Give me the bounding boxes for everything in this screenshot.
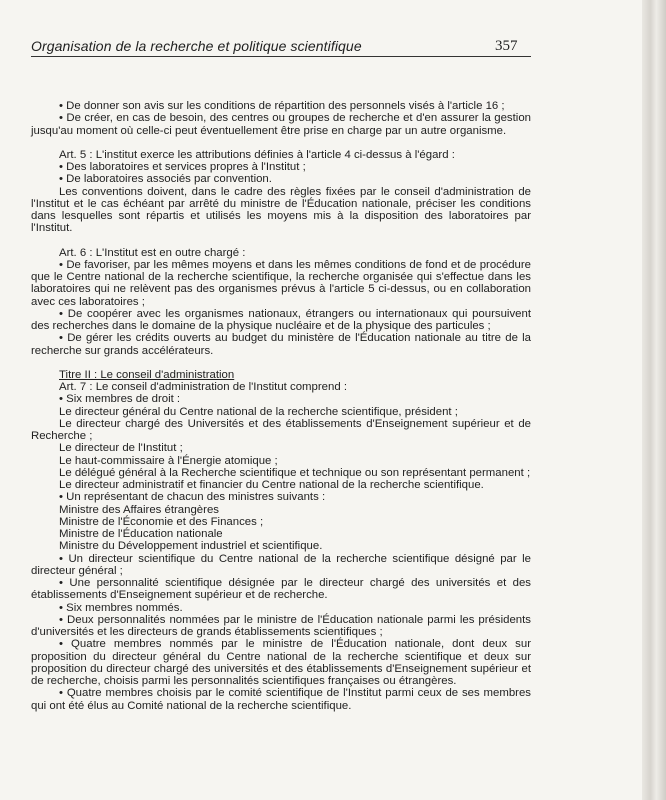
- paragraph: Art. 5 : L'institut exerce les attributions définies à l'article 4 ci-dessus à l'égard :: [59, 148, 455, 161]
- paragraph: • De gérer les crédits ouverts au budget du ministère de l'Éducation nationale au titre de la recherche sur grands accélérateurs.: [31, 332, 531, 357]
- paragraph-gap: [31, 235, 531, 247]
- page-edge: [642, 0, 666, 800]
- page-header: [31, 38, 531, 57]
- paragraph: • De donner son avis sur les conditions de répartition des personnels visés à l'article 16 ;: [59, 100, 505, 112]
- paragraph: • De favoriser, par les mêmes moyens et dans les mêmes conditions de fond et de procédure que le Centre national de la recherche scientifique, la recherche organisée qui s'effectue dans les laboratoires qui ne relèvent pas des organismes prévus à l'article 5 ci-dessus, ou en collaboration avec ces laboratoires ;: [31, 258, 531, 308]
- paragraph: Ministre du Développement industriel et scientifique.: [59, 540, 323, 553]
- paragraph: • Six membres de droit :: [59, 393, 181, 406]
- paragraph: Ministre de l'Éducation nationale: [59, 528, 223, 540]
- paragraph: Le directeur chargé des Universités et des établissements d'Enseignement supérieur et de Recherche ;: [31, 417, 531, 442]
- paragraph: Art. 6 : L'Institut est en outre chargé :: [59, 246, 246, 259]
- paragraph: • Six membres nommés.: [59, 601, 183, 614]
- paragraph: • Quatre membres choisis par le comité scientifique de l'Institut parmi ceux de ses membres qui ont été élus au Comité national de la recherche scientifique.: [31, 687, 531, 712]
- paragraph: • De créer, en cas de besoin, des centres ou groupes de recherche et d'en assurer la gestion jusqu'au moment où celle-ci peut éventuellement être prise en charge par un autre organisme.: [31, 112, 531, 137]
- paragraph: • Un représentant de chacun des ministres suivants :: [59, 491, 326, 504]
- paragraph: • Quatre membres nommés par le ministre de l'Éducation nationale, dont deux sur proposition du directeur général du Centre national de la recherche scientifique et deux sur proposition du directeur chargé des universités et des établissements d'Enseignement supérieur et de recherche, choisis parmi les personnalités scientifiques françaises ou étrangères.: [31, 638, 531, 687]
- paragraph: Le délégué général à la Recherche scientifique et technique ou son représentant permanent ;: [59, 466, 531, 479]
- paragraph: Art. 7 : Le conseil d'administration de l'Institut comprend :: [59, 381, 347, 393]
- body-text: [31, 100, 531, 712]
- paragraph: Ministre des Affaires étrangères: [59, 503, 219, 516]
- paragraph: Le directeur administratif et financier du Centre national de la recherche scientifique.: [59, 479, 484, 491]
- paragraph: • Un directeur scientifique du Centre national de la recherche scientifique désigné par le directeur général ;: [31, 552, 531, 577]
- paragraph: Le directeur général du Centre national de la recherche scientifique, président ;: [59, 405, 458, 418]
- paragraph: • Une personnalité scientifique désignée par le directeur chargé des universités et des établissements d'Enseignement supérieur et de recherche.: [31, 577, 531, 602]
- paragraph-gap: [31, 137, 531, 149]
- section-title-text: Titre II : Le conseil d'administration: [59, 368, 235, 381]
- paragraph: • De laboratoires associés par convention.: [59, 173, 272, 186]
- paragraph: Le haut-commissaire à l'Énergie atomique ;: [59, 454, 278, 467]
- paragraph: Les conventions doivent, dans le cadre des règles fixées par le conseil d'administration de l'Institut et le cas échéant par arrêté du ministre de l'Éducation nationale, préciser les conditions dans lesquelles sont répartis et utilisés les moyens mis à la disposition des laboratoires par l'Institut.: [31, 185, 531, 235]
- paragraph-gap: [31, 357, 531, 369]
- paragraph: Ministre de l'Économie et des Finances ;: [59, 515, 264, 528]
- paragraph: • Deux personnalités nommées par le ministre de l'Éducation nationale parmi les présidents d'universités et les directeurs de grands établissements scientifiques ;: [31, 613, 531, 638]
- paragraph: Le directeur de l'Institut ;: [59, 442, 183, 455]
- page-number: 357: [495, 38, 518, 54]
- paragraph: • Des laboratoires et services propres à l'Institut ;: [59, 161, 306, 173]
- section-title: [31, 369, 531, 381]
- paragraph: • De coopérer avec les organismes nationaux, étrangers ou internationaux qui poursuivent des recherches dans le domaine de la physique nucléaire et de la physique des particules ;: [31, 307, 531, 332]
- running-title: Organisation de la recherche et politique scientifique: [31, 38, 362, 54]
